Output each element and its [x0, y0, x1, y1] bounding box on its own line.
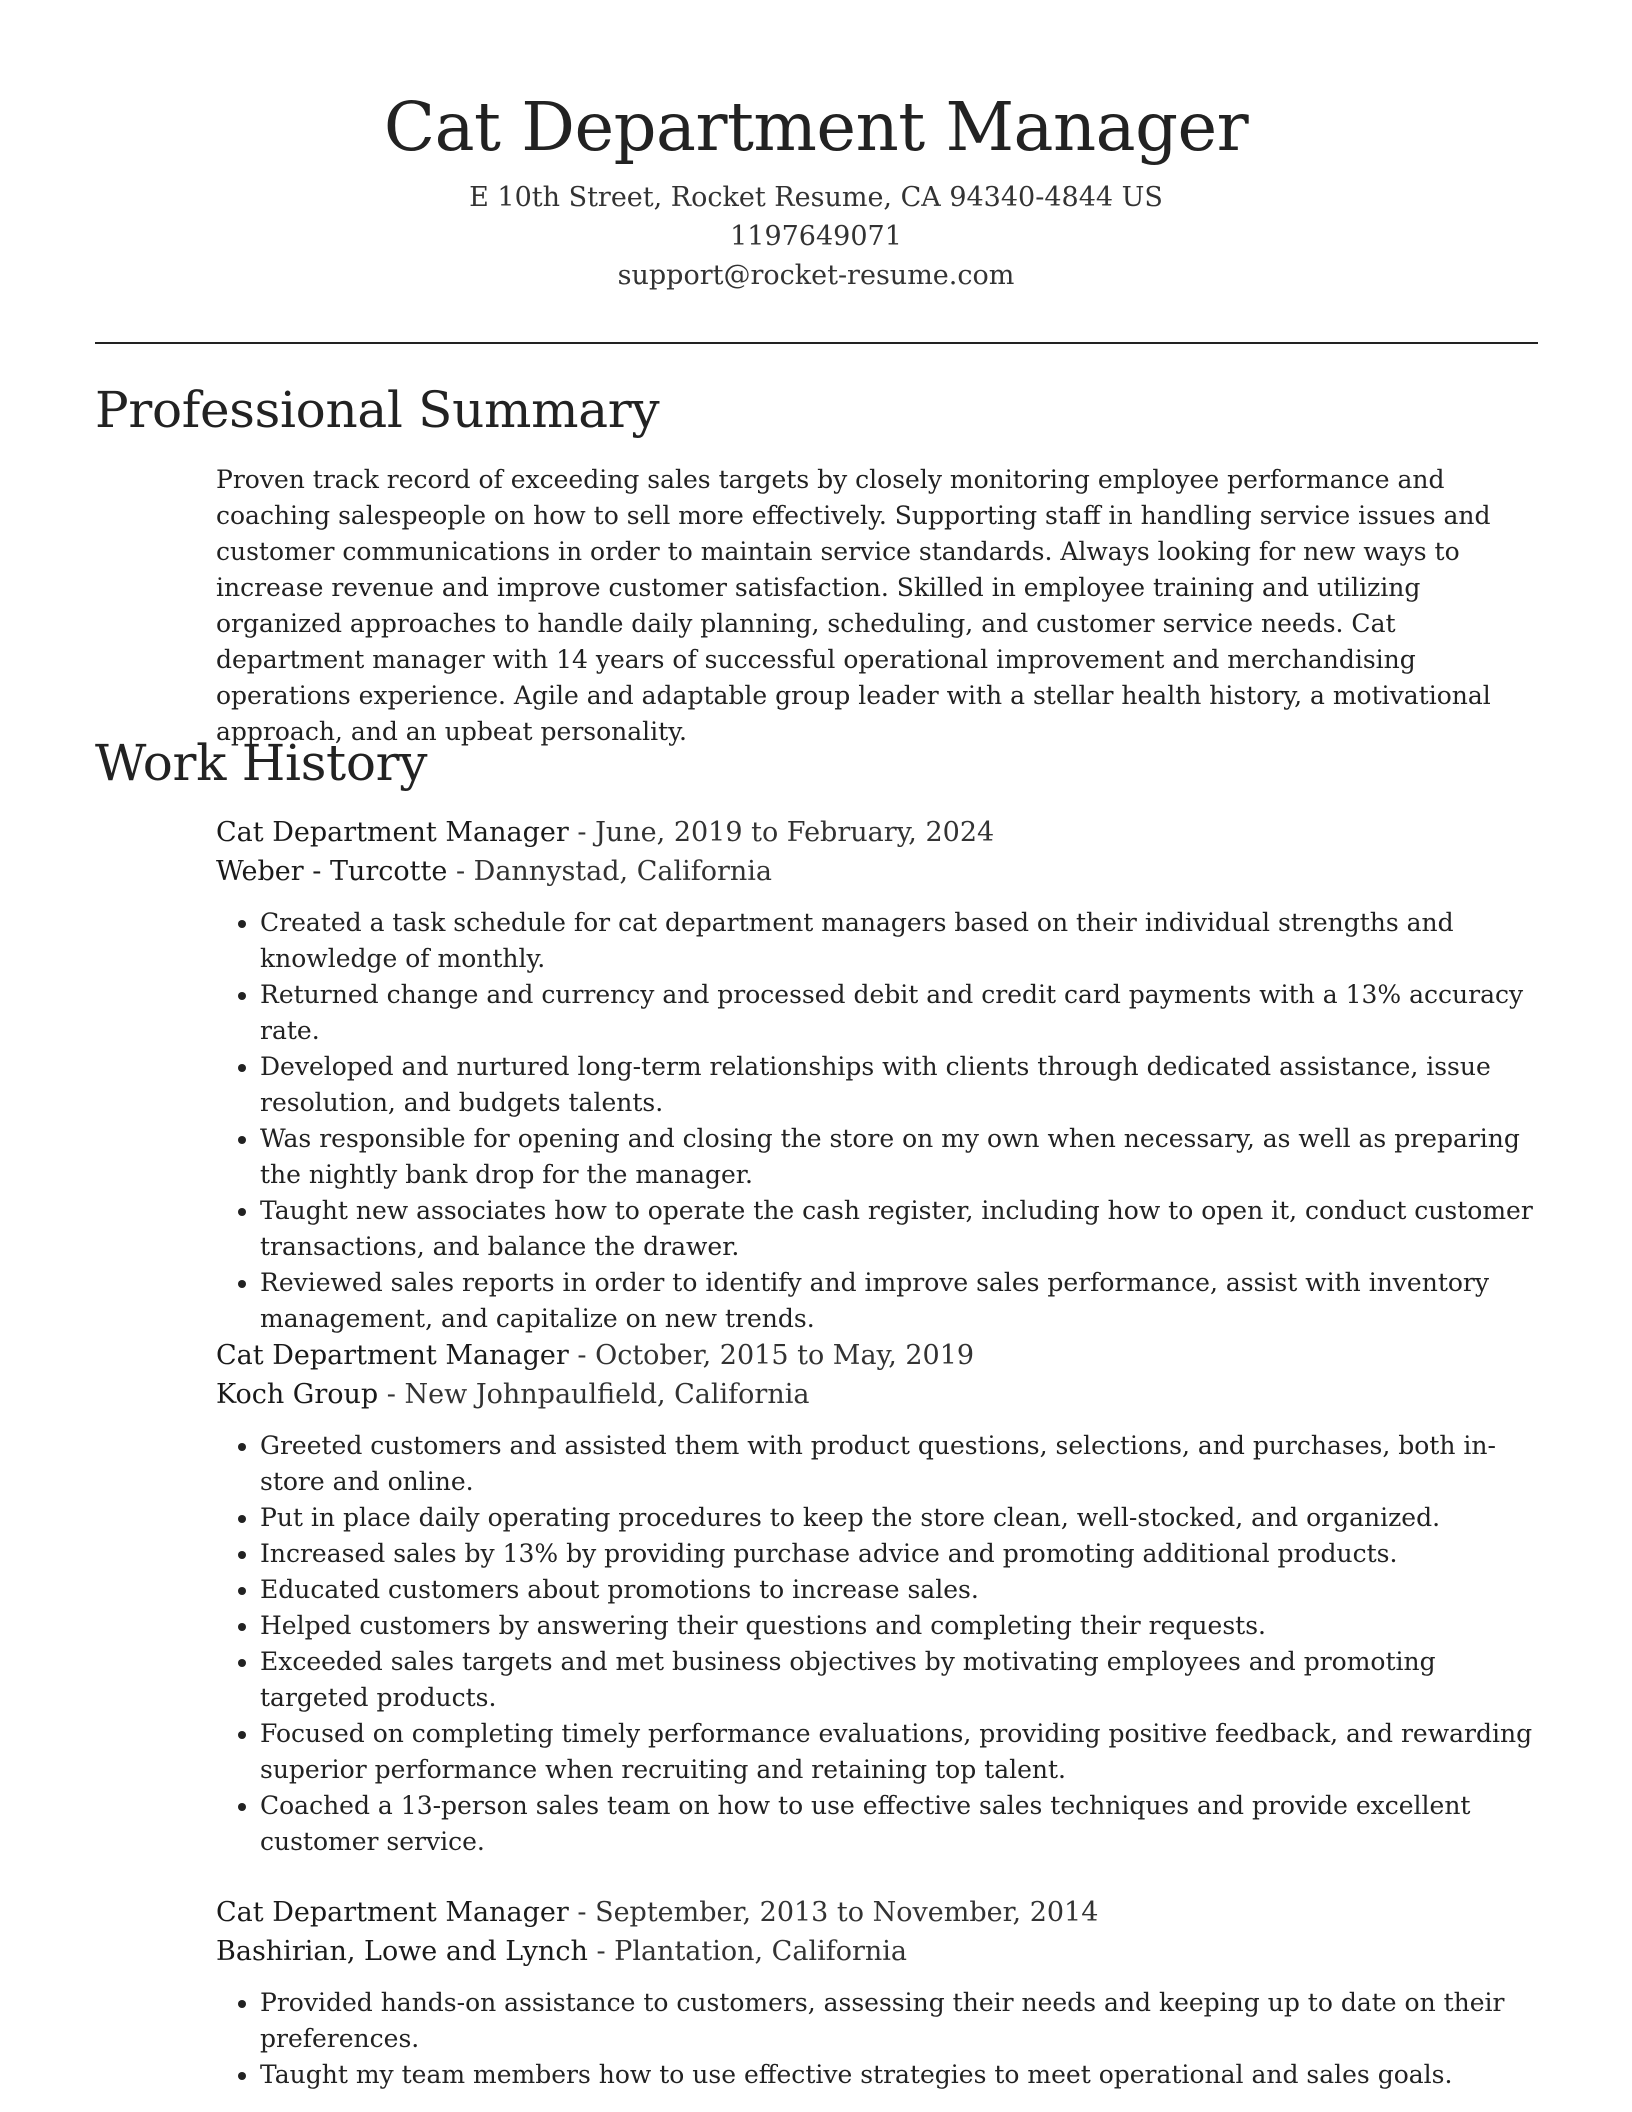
job-dates: October, 2015 to May, 2019: [595, 1340, 975, 1371]
job-location: Dannystad, California: [473, 856, 773, 887]
job-title-line: [216, 1336, 1546, 1375]
resume-header: [0, 82, 1632, 295]
job-company: Koch Group: [216, 1379, 379, 1410]
job-bullet: • Focused on completing timely performance evaluations, providing positive feedback, and rewarding superior performance when recruiting and retaining top talent.: [260, 1716, 1546, 1788]
job-bullet: • Returned change and currency and processed debit and credit card payments with a 13% accuracy rate.: [260, 977, 1546, 1049]
job-entry: [216, 1336, 1546, 1860]
job-separator: -: [455, 856, 474, 887]
summary-heading: Professional Summary: [95, 381, 660, 439]
job-separator: -: [596, 1936, 615, 1967]
job-company: Weber - Turcotte: [216, 856, 448, 887]
contact-info: [0, 178, 1632, 295]
job-bullets: [216, 1985, 1546, 2093]
job-dates: September, 2013 to November, 2014: [595, 1897, 1099, 1928]
job-title: Cat Department Manager: [216, 1897, 569, 1928]
job-title-line: [216, 813, 1546, 852]
job-company-line: [216, 1375, 1546, 1414]
job-bullet: • Put in place daily operating procedures to keep the store clean, well-stocked, and organized.: [260, 1500, 1546, 1536]
work-history-heading: Work History: [95, 734, 428, 792]
job-entry: [216, 813, 1546, 1337]
job-bullet: • Coached a 13-person sales team on how to use effective sales techniques and provide excellent customer service.: [260, 1788, 1546, 1860]
job-bullet: • Taught new associates how to operate the cash register, including how to open it, conduct customer transactions, and balance the drawer.: [260, 1193, 1546, 1265]
job-bullet: • Developed and nurtured long-term relationships with clients through dedicated assistance, issue resolution, and budgets talents.: [260, 1049, 1546, 1121]
job-separator: -: [577, 817, 596, 848]
contact-phone: 1197649071: [730, 221, 902, 252]
job-separator: -: [386, 1379, 405, 1410]
job-title: Cat Department Manager: [216, 1340, 569, 1371]
job-bullet: • Was responsible for opening and closing the store on my own when necessary, as well as preparing the nightly bank drop for the manager.: [260, 1121, 1546, 1193]
job-entry: [216, 1893, 1546, 2093]
contact-address: E 10th Street, Rocket Resume, CA 94340-4844 US: [469, 182, 1163, 213]
candidate-name: Cat Department Manager: [383, 88, 1249, 166]
job-location: Plantation, California: [614, 1936, 907, 1967]
summary-text: Proven track record of exceeding sales targets by closely monitoring employee performance and coaching salespeople on how to sell more effectively. Supporting staff in handling service issues and customer communications in order to maintain service standards. Always looking for new ways to increase revenue and improve customer satisfaction. Skilled in employee training and utilizing organized approaches to handle daily planning, scheduling, and customer service needs. Cat department manager with 14 years of successful operational improvement and merchandising operations experience. Agile and adaptable group leader with a stellar health history, a motivational approach, and an upbeat personality.: [216, 465, 1491, 746]
job-bullet: • Reviewed sales reports in order to identify and improve sales performance, assist with inventory management, and capitalize on new trends.: [260, 1265, 1546, 1337]
job-bullet: • Created a task schedule for cat department managers based on their individual strengths and knowledge of monthly.: [260, 905, 1546, 977]
contact-email: support@rocket-resume.com: [617, 260, 1015, 291]
job-bullet: • Helped customers by answering their questions and completing their requests.: [260, 1608, 1546, 1644]
job-bullet: • Educated customers about promotions to increase sales.: [260, 1572, 1546, 1608]
job-separator: -: [577, 1340, 596, 1371]
job-bullet: • Taught my team members how to use effective strategies to meet operational and sales goals.: [260, 2057, 1546, 2093]
job-title-line: [216, 1893, 1546, 1932]
job-dates: June, 2019 to February, 2024: [595, 817, 995, 848]
job-title: Cat Department Manager: [216, 817, 569, 848]
job-location: New Johnpaulfield, California: [404, 1379, 810, 1410]
job-bullet: • Provided hands-on assistance to customers, assessing their needs and keeping up to date on their preferences.: [260, 1985, 1546, 2057]
header-divider: [95, 342, 1538, 344]
job-company-line: [216, 1932, 1546, 1971]
job-bullets: [216, 905, 1546, 1337]
job-company: Bashirian, Lowe and Lynch: [216, 1936, 588, 1967]
job-bullet: • Greeted customers and assisted them with product questions, selections, and purchases, both in-store and online.: [260, 1428, 1546, 1500]
job-bullets: [216, 1428, 1546, 1860]
job-separator: -: [577, 1897, 596, 1928]
job-bullet: • Increased sales by 13% by providing purchase advice and promoting additional products.: [260, 1536, 1546, 1572]
job-bullet: • Exceeded sales targets and met business objectives by motivating employees and promoting targeted products.: [260, 1644, 1546, 1716]
job-company-line: [216, 852, 1546, 891]
